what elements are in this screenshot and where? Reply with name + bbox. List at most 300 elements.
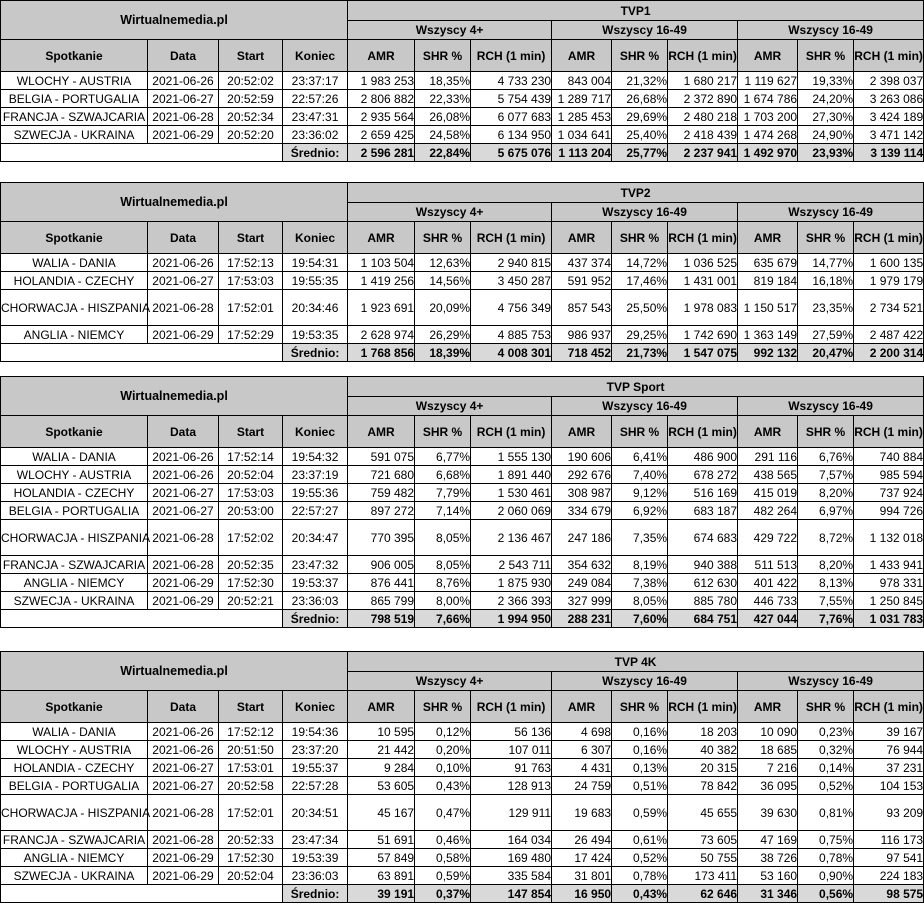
amr-cell: 2 806 882 [348,90,415,108]
shr-cell: 8,20% [798,484,854,502]
shr-cell: 23,35% [798,290,854,326]
date-cell: 2021-06-27 [148,484,219,502]
source-label: Wirtualnemedia.pl [1,1,348,40]
amr-cell: 906 005 [348,556,415,574]
amr-cell: 819 184 [738,272,798,290]
table-row [1,777,924,795]
rch-cell: 78 842 [668,777,738,795]
rch-cell: 612 630 [668,574,738,592]
rch-cell: 18 203 [668,723,738,741]
amr-cell: 511 513 [738,556,798,574]
start-cell: 17:52:29 [219,326,283,344]
rch-cell: 2 487 422 [854,326,924,344]
avg-rch-cell: 2 200 314 [854,344,924,362]
rch-cell: 173 411 [668,867,738,885]
amr-cell: 247 186 [552,520,612,556]
start-cell: 17:53:03 [219,484,283,502]
audience-group-header: Wszyscy 16-49 [552,21,738,40]
amr-cell: 770 395 [348,520,415,556]
end-cell: 23:37:19 [283,466,348,484]
rch-cell: 1 036 525 [668,254,738,272]
table-row [1,272,924,290]
amr-cell: 53 605 [348,777,415,795]
column-header-row [1,691,924,723]
end-cell: 23:37:17 [283,72,348,90]
rch-cell: 2 734 521 [854,290,924,326]
column-header-start: Start [219,40,283,72]
amr-cell: 63 891 [348,867,415,885]
end-cell: 23:36:02 [283,126,348,144]
shr-cell: 0,51% [612,777,668,795]
rch-cell: 5 754 439 [471,90,552,108]
column-header-amr: AMR [738,40,798,72]
amr-cell: 429 722 [738,520,798,556]
amr-cell: 1 363 149 [738,326,798,344]
shr-cell: 0,20% [415,741,471,759]
start-cell: 20:52:58 [219,777,283,795]
shr-cell: 0,12% [415,723,471,741]
shr-cell: 6,97% [798,502,854,520]
match-cell: CHORWACJA - HISZPANIA [1,290,148,326]
amr-cell: 1 674 786 [738,90,798,108]
avg-amr-cell: 798 519 [348,610,415,628]
rch-cell: 3 424 189 [854,108,924,126]
avg-amr-cell: 1 113 204 [552,144,612,162]
avg-rch-cell: 5 675 076 [471,144,552,162]
shr-cell: 26,08% [415,108,471,126]
amr-cell: 759 482 [348,484,415,502]
shr-cell: 0,59% [612,795,668,831]
column-header-match: Spotkanie [1,691,148,723]
rch-cell: 1 132 018 [854,520,924,556]
start-cell: 17:52:01 [219,795,283,831]
average-row [1,144,924,162]
date-cell: 2021-06-29 [148,574,219,592]
amr-cell: 438 565 [738,466,798,484]
table-row [1,72,924,90]
start-cell: 17:53:01 [219,759,283,777]
amr-cell: 857 543 [552,290,612,326]
amr-cell: 47 169 [738,831,798,849]
channel-title: TVP2 [348,183,924,203]
date-cell: 2021-06-29 [148,326,219,344]
amr-cell: 57 849 [348,849,415,867]
avg-rch-cell: 2 237 941 [668,144,738,162]
amr-cell: 897 272 [348,502,415,520]
column-header-shr: SHR % [612,222,668,254]
shr-cell: 8,19% [612,556,668,574]
date-cell: 2021-06-26 [148,72,219,90]
column-header-amr: AMR [348,691,415,723]
date-cell: 2021-06-29 [148,867,219,885]
rch-cell: 2 398 037 [854,72,924,90]
avg-shr-cell: 18,39% [415,344,471,362]
avg-shr-cell: 21,73% [612,344,668,362]
table-row [1,126,924,144]
shr-cell: 0,59% [415,867,471,885]
amr-cell: 10 090 [738,723,798,741]
table-row [1,90,924,108]
channel-title: TVP1 [348,1,924,21]
match-cell: WLOCHY - AUSTRIA [1,466,148,484]
shr-cell: 7,35% [612,520,668,556]
avg-rch-cell: 62 646 [668,885,738,903]
rch-cell: 1 600 135 [854,254,924,272]
channel-table-tvp2 [0,182,924,362]
shr-cell: 0,10% [415,759,471,777]
avg-rch-cell: 1 547 075 [668,344,738,362]
column-header-amr: AMR [348,416,415,448]
amr-cell: 6 307 [552,741,612,759]
rch-cell: 73 605 [668,831,738,849]
rch-cell: 1 680 217 [668,72,738,90]
amr-cell: 18 685 [738,741,798,759]
shr-cell: 0,13% [612,759,668,777]
shr-cell: 27,30% [798,108,854,126]
avg-rch-cell: 1 031 783 [854,610,924,628]
shr-cell: 0,58% [415,849,471,867]
avg-amr-cell: 16 950 [552,885,612,903]
rch-cell: 107 011 [471,741,552,759]
start-cell: 17:52:30 [219,574,283,592]
shr-cell: 0,81% [798,795,854,831]
avg-shr-cell: 0,56% [798,885,854,903]
avg-shr-cell: 0,37% [415,885,471,903]
audience-group-header: Wszyscy 16-49 [552,672,738,691]
rch-cell: 97 541 [854,849,924,867]
start-cell: 17:52:02 [219,520,283,556]
shr-cell: 6,76% [798,448,854,466]
column-header-shr: SHR % [798,222,854,254]
match-cell: SZWECJA - UKRAINA [1,126,148,144]
end-cell: 19:53:37 [283,574,348,592]
table-row [1,831,924,849]
start-cell: 20:52:02 [219,72,283,90]
date-cell: 2021-06-26 [148,741,219,759]
column-header-amr: AMR [738,222,798,254]
shr-cell: 25,40% [612,126,668,144]
column-header-date: Data [148,416,219,448]
rch-cell: 1 875 930 [471,574,552,592]
shr-cell: 7,57% [798,466,854,484]
blank-cell [1,885,283,903]
rch-cell: 1 978 083 [668,290,738,326]
rch-cell: 93 209 [854,795,924,831]
shr-cell: 26,29% [415,326,471,344]
audience-group-header: Wszyscy 16-49 [552,203,738,222]
amr-cell: 2 659 425 [348,126,415,144]
amr-cell: 17 424 [552,849,612,867]
end-cell: 20:34:51 [283,795,348,831]
table-row [1,484,924,502]
amr-cell: 865 799 [348,592,415,610]
shr-cell: 7,79% [415,484,471,502]
amr-cell: 26 494 [552,831,612,849]
column-header-date: Data [148,40,219,72]
rch-cell: 2 418 439 [668,126,738,144]
amr-cell: 1 150 517 [738,290,798,326]
shr-cell: 24,58% [415,126,471,144]
column-header-shr: SHR % [612,40,668,72]
rch-cell: 2 940 815 [471,254,552,272]
shr-cell: 0,78% [612,867,668,885]
end-cell: 19:54:36 [283,723,348,741]
rch-cell: 128 913 [471,777,552,795]
avg-shr-cell: 0,43% [612,885,668,903]
start-cell: 17:53:03 [219,272,283,290]
rch-cell: 3 450 287 [471,272,552,290]
end-cell: 22:57:26 [283,90,348,108]
table-row [1,108,924,126]
avg-rch-cell: 147 854 [471,885,552,903]
column-header-date: Data [148,222,219,254]
shr-cell: 0,52% [798,777,854,795]
match-cell: BELGIA - PORTUGALIA [1,90,148,108]
start-cell: 17:52:30 [219,849,283,867]
start-cell: 20:53:00 [219,502,283,520]
amr-cell: 2 935 564 [348,108,415,126]
amr-cell: 401 422 [738,574,798,592]
table-row [1,741,924,759]
channel-header-row [1,377,924,397]
end-cell: 19:53:39 [283,849,348,867]
avg-shr-cell: 7,66% [415,610,471,628]
shr-cell: 6,68% [415,466,471,484]
rch-cell: 994 726 [854,502,924,520]
shr-cell: 6,41% [612,448,668,466]
column-header-rch: RCH (1 min) [471,222,552,254]
column-header-match: Spotkanie [1,222,148,254]
rch-cell: 169 480 [471,849,552,867]
column-header-end: Koniec [283,691,348,723]
start-cell: 20:52:34 [219,108,283,126]
start-cell: 17:52:14 [219,448,283,466]
shr-cell: 25,50% [612,290,668,326]
rch-cell: 985 594 [854,466,924,484]
amr-cell: 986 937 [552,326,612,344]
end-cell: 23:37:20 [283,741,348,759]
column-header-match: Spotkanie [1,416,148,448]
amr-cell: 4 431 [552,759,612,777]
shr-cell: 19,33% [798,72,854,90]
end-cell: 20:34:47 [283,520,348,556]
rch-cell: 1 891 440 [471,466,552,484]
rch-cell: 104 153 [854,777,924,795]
audience-group-header: Wszyscy 16-49 [738,203,924,222]
date-cell: 2021-06-27 [148,502,219,520]
date-cell: 2021-06-28 [148,520,219,556]
column-header-shr: SHR % [415,40,471,72]
average-row [1,885,924,903]
column-header-rch: RCH (1 min) [854,40,924,72]
shr-cell: 0,90% [798,867,854,885]
amr-cell: 53 160 [738,867,798,885]
source-label: Wirtualnemedia.pl [1,652,348,691]
end-cell: 19:55:36 [283,484,348,502]
amr-cell: 292 676 [552,466,612,484]
amr-cell: 9 284 [348,759,415,777]
rch-cell: 1 433 941 [854,556,924,574]
start-cell: 20:52:20 [219,126,283,144]
rch-cell: 1 555 130 [471,448,552,466]
amr-cell: 1 119 627 [738,72,798,90]
match-cell: HOLANDIA - CZECHY [1,759,148,777]
column-header-amr: AMR [552,40,612,72]
amr-cell: 31 801 [552,867,612,885]
average-label: Średnio: [283,885,348,903]
shr-cell: 12,63% [415,254,471,272]
shr-cell: 14,72% [612,254,668,272]
amr-cell: 415 019 [738,484,798,502]
match-cell: CHORWACJA - HISZPANIA [1,520,148,556]
avg-shr-cell: 22,84% [415,144,471,162]
table-row [1,574,924,592]
shr-cell: 0,75% [798,831,854,849]
table-row [1,592,924,610]
shr-cell: 6,77% [415,448,471,466]
rch-cell: 6 077 683 [471,108,552,126]
column-header-amr: AMR [552,691,612,723]
channel-table-tvp1 [0,0,924,162]
column-header-shr: SHR % [415,691,471,723]
table-row [1,326,924,344]
amr-cell: 876 441 [348,574,415,592]
end-cell: 19:54:32 [283,448,348,466]
rch-cell: 486 900 [668,448,738,466]
column-header-rch: RCH (1 min) [668,416,738,448]
rch-cell: 116 173 [854,831,924,849]
column-header-rch: RCH (1 min) [854,691,924,723]
amr-cell: 843 004 [552,72,612,90]
match-cell: SZWECJA - UKRAINA [1,592,148,610]
table-row [1,795,924,831]
rch-cell: 2 366 393 [471,592,552,610]
amr-cell: 1 103 504 [348,254,415,272]
match-cell: SZWECJA - UKRAINA [1,867,148,885]
rch-cell: 1 431 001 [668,272,738,290]
rch-cell: 4 885 753 [471,326,552,344]
start-cell: 17:52:13 [219,254,283,272]
avg-amr-cell: 31 346 [738,885,798,903]
average-label: Średnio: [283,344,348,362]
rch-cell: 4 756 349 [471,290,552,326]
rch-cell: 37 231 [854,759,924,777]
date-cell: 2021-06-26 [148,448,219,466]
audience-group-header: Wszyscy 16-49 [738,672,924,691]
rch-cell: 40 382 [668,741,738,759]
rch-cell: 3 263 086 [854,90,924,108]
amr-cell: 51 691 [348,831,415,849]
column-header-amr: AMR [552,222,612,254]
end-cell: 19:53:35 [283,326,348,344]
shr-cell: 7,55% [798,592,854,610]
amr-cell: 1 289 717 [552,90,612,108]
column-header-rch: RCH (1 min) [854,222,924,254]
rch-cell: 6 134 950 [471,126,552,144]
avg-amr-cell: 39 191 [348,885,415,903]
column-header-rch: RCH (1 min) [471,40,552,72]
column-header-rch: RCH (1 min) [471,416,552,448]
shr-cell: 8,00% [415,592,471,610]
channel-header-row [1,183,924,203]
audience-group-header: Wszyscy 16-49 [738,21,924,40]
date-cell: 2021-06-26 [148,723,219,741]
column-header-amr: AMR [348,40,415,72]
table-row [1,466,924,484]
column-header-amr: AMR [738,416,798,448]
shr-cell: 0,52% [612,849,668,867]
date-cell: 2021-06-27 [148,90,219,108]
rch-cell: 2 480 218 [668,108,738,126]
table-row [1,520,924,556]
amr-cell: 446 733 [738,592,798,610]
avg-amr-cell: 427 044 [738,610,798,628]
date-cell: 2021-06-26 [148,466,219,484]
date-cell: 2021-06-27 [148,759,219,777]
avg-amr-cell: 2 596 281 [348,144,415,162]
amr-cell: 1 419 256 [348,272,415,290]
shr-cell: 27,59% [798,326,854,344]
shr-cell: 8,05% [415,556,471,574]
amr-cell: 591 952 [552,272,612,290]
table-row [1,254,924,272]
column-header-row [1,222,924,254]
shr-cell: 14,56% [415,272,471,290]
date-cell: 2021-06-29 [148,592,219,610]
column-header-amr: AMR [348,222,415,254]
shr-cell: 7,38% [612,574,668,592]
amr-cell: 19 683 [552,795,612,831]
table-row [1,867,924,885]
shr-cell: 0,23% [798,723,854,741]
amr-cell: 308 987 [552,484,612,502]
amr-cell: 1 285 453 [552,108,612,126]
shr-cell: 0,43% [415,777,471,795]
column-header-shr: SHR % [612,691,668,723]
channel-table-tvp-4k [0,651,924,903]
amr-cell: 591 075 [348,448,415,466]
column-header-rch: RCH (1 min) [471,691,552,723]
audience-group-header: Wszyscy 16-49 [552,397,738,416]
column-header-match: Spotkanie [1,40,148,72]
match-cell: CHORWACJA - HISZPANIA [1,795,148,831]
rch-cell: 978 331 [854,574,924,592]
column-header-amr: AMR [738,691,798,723]
shr-cell: 26,68% [612,90,668,108]
rch-cell: 1 530 461 [471,484,552,502]
match-cell: ANGLIA - NIEMCY [1,849,148,867]
match-cell: WLOCHY - AUSTRIA [1,72,148,90]
shr-cell: 0,16% [612,723,668,741]
end-cell: 23:36:03 [283,592,348,610]
column-header-shr: SHR % [798,691,854,723]
column-header-amr: AMR [552,416,612,448]
match-cell: FRANCJA - SZWAJCARIA [1,108,148,126]
average-label: Średnio: [283,144,348,162]
amr-cell: 2 628 974 [348,326,415,344]
match-cell: HOLANDIA - CZECHY [1,484,148,502]
rch-cell: 740 884 [854,448,924,466]
amr-cell: 1 923 691 [348,290,415,326]
amr-cell: 334 679 [552,502,612,520]
amr-cell: 36 095 [738,777,798,795]
avg-shr-cell: 7,76% [798,610,854,628]
match-cell: FRANCJA - SZWAJCARIA [1,556,148,574]
rch-cell: 129 911 [471,795,552,831]
rch-cell: 678 272 [668,466,738,484]
match-cell: ANGLIA - NIEMCY [1,574,148,592]
end-cell: 23:47:31 [283,108,348,126]
